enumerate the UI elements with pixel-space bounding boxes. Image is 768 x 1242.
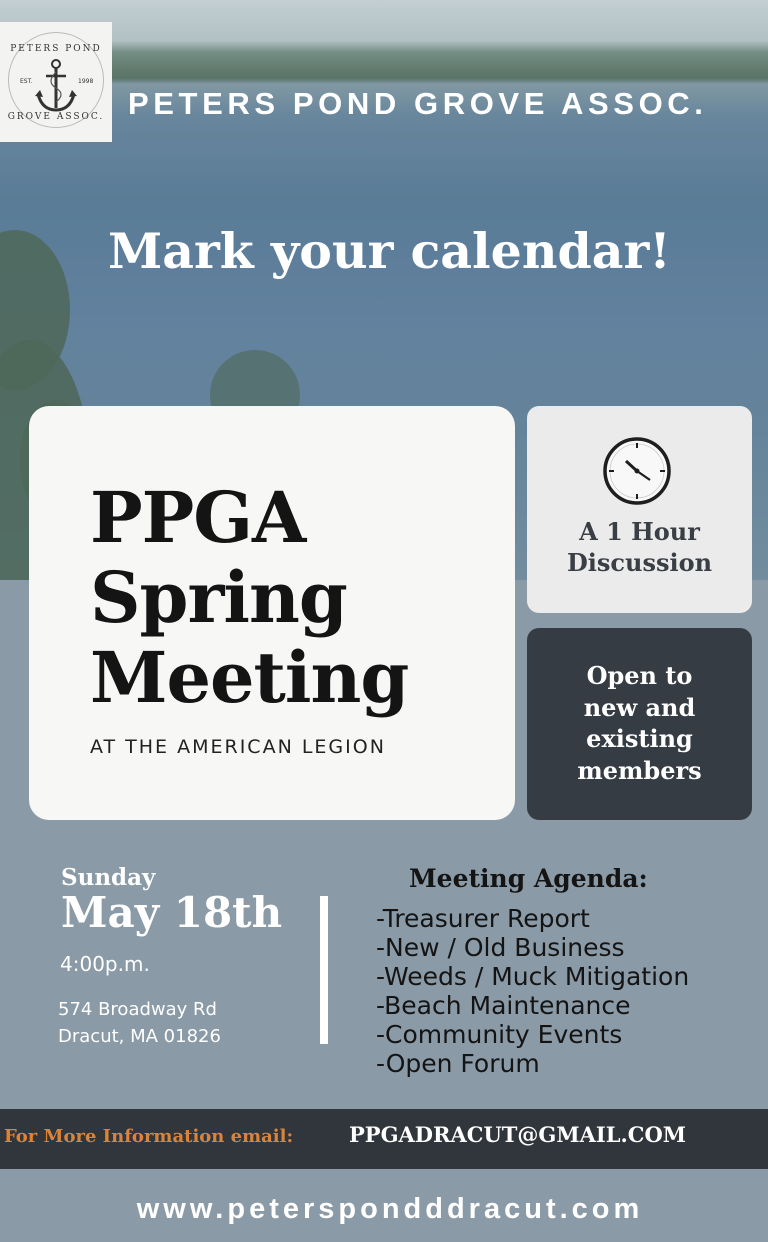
agenda-item: -Beach Maintenance xyxy=(376,991,631,1020)
logo-est-text: EST. xyxy=(20,78,33,85)
audience-line: existing xyxy=(586,724,693,753)
agenda-item: -Open Forum xyxy=(376,1049,540,1078)
venue-text: AT THE AMERICAN LEGION xyxy=(90,736,386,758)
event-date: May 18th xyxy=(61,888,283,937)
duration-line: Discussion xyxy=(566,548,713,577)
agenda-title: Meeting Agenda: xyxy=(409,864,648,893)
contact-email: PPGADRACUT@GMAIL.COM xyxy=(349,1122,687,1147)
audience-line: Open to xyxy=(586,661,693,690)
logo-top-text: PETERS POND xyxy=(10,44,102,54)
event-address xyxy=(58,996,221,1050)
meeting-title-line: PPGA xyxy=(90,476,306,559)
audience-line: members xyxy=(577,755,702,785)
website-url: www.peterspondddracut.com xyxy=(136,1193,644,1225)
audience-text xyxy=(527,660,752,786)
event-time: 4:00p.m. xyxy=(60,952,150,976)
vertical-divider xyxy=(320,896,328,1044)
meeting-title-line: Meeting xyxy=(90,636,409,719)
agenda-item: -Treasurer Report xyxy=(376,904,590,933)
agenda-item: -Community Events xyxy=(376,1020,623,1049)
logo-year-text: 1998 xyxy=(78,78,94,85)
address-line: 574 Broadway Rd xyxy=(58,999,217,1020)
meeting-title-line: Spring xyxy=(90,556,347,639)
agenda-list xyxy=(376,904,689,1078)
agenda-item: -Weeds / Muck Mitigation xyxy=(376,962,690,991)
address-line: Dracut, MA 01826 xyxy=(58,1026,221,1047)
organization-name: PETERS POND GROVE ASSOC. xyxy=(128,86,708,121)
logo-bottom-text: GROVE ASSOC. xyxy=(7,112,105,122)
association-logo xyxy=(0,22,112,142)
anchor-icon xyxy=(32,58,80,114)
duration-text xyxy=(527,516,752,578)
info-label: For More Information email: xyxy=(4,1126,294,1147)
meeting-title xyxy=(90,478,510,718)
headline: Mark your calendar! xyxy=(108,222,671,280)
duration-line: A 1 Hour xyxy=(579,517,700,546)
event-day: Sunday xyxy=(61,864,156,891)
audience-line: new and xyxy=(583,692,696,722)
agenda-item: -New / Old Business xyxy=(376,933,625,962)
clock-icon xyxy=(602,436,672,506)
